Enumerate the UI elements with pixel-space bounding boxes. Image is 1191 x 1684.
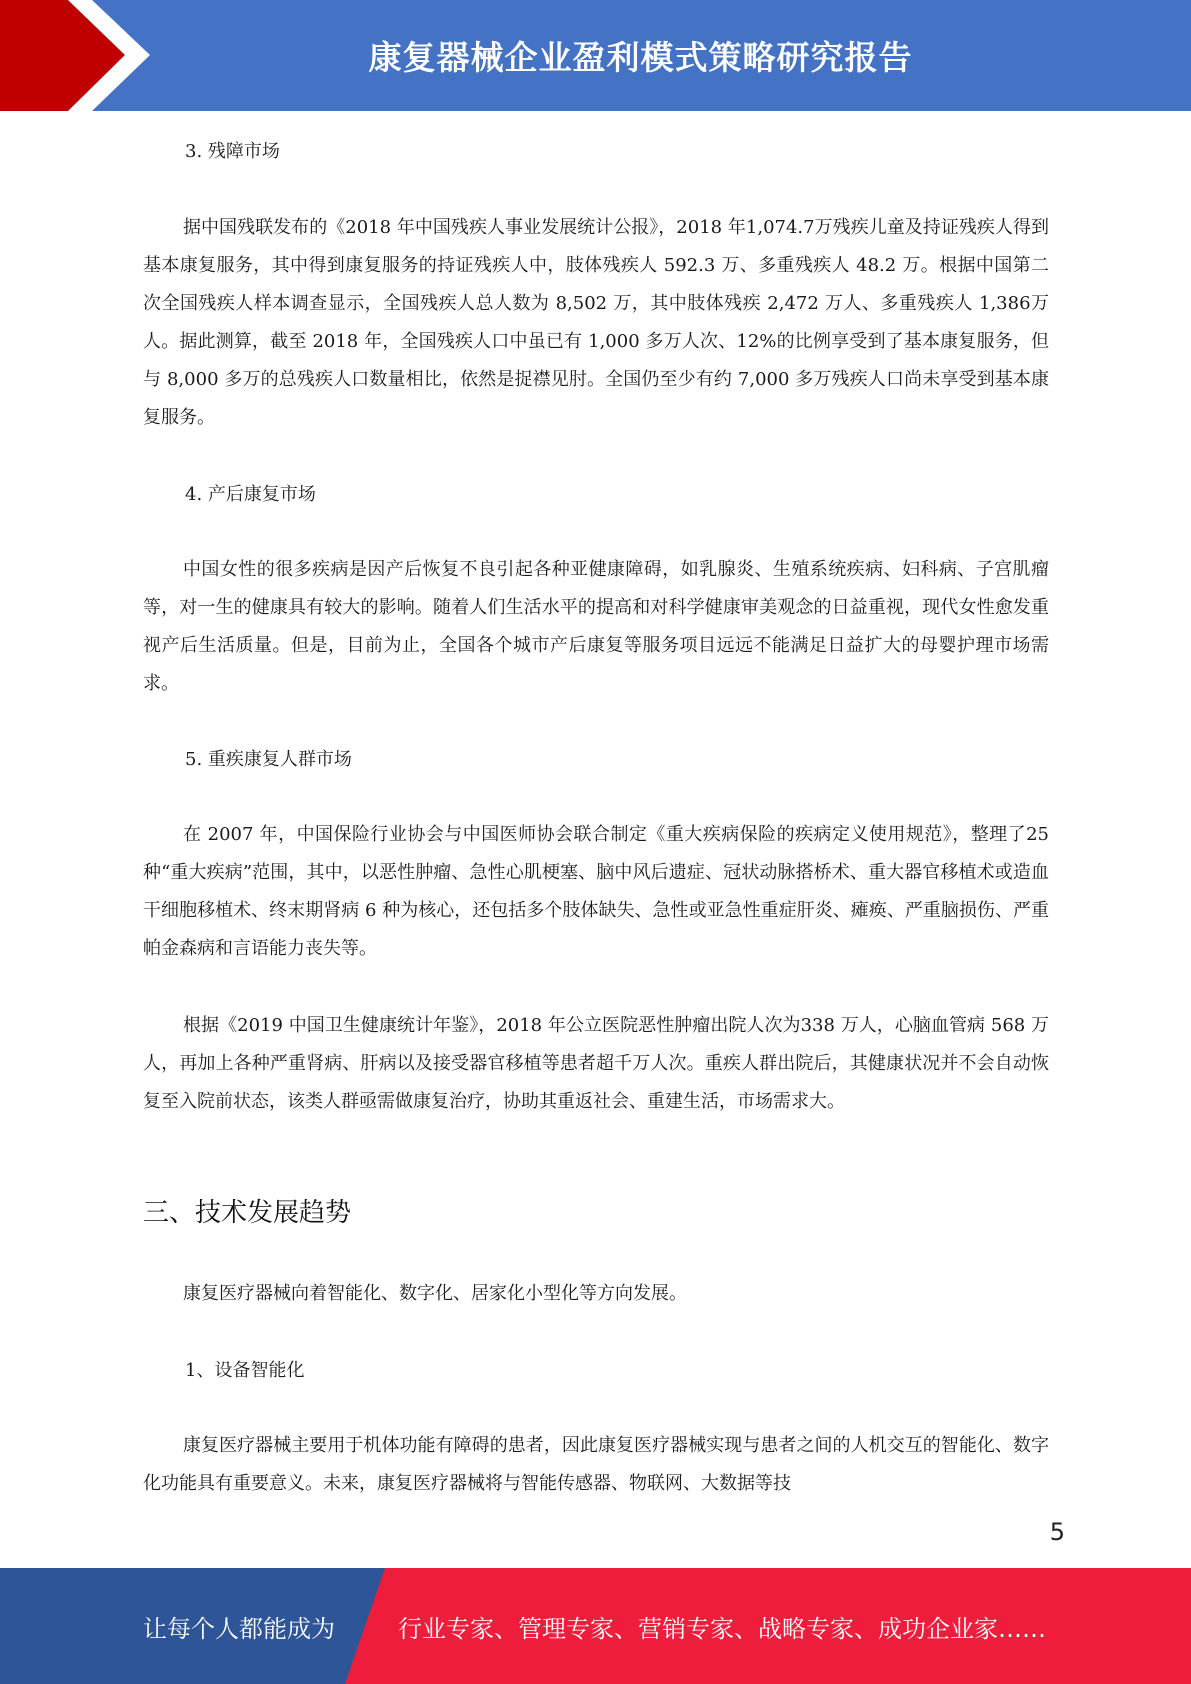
report-title: 康复器械企业盈利模式策略研究报告 [368,38,913,77]
report-footer-banner [0,1568,1191,1684]
section-heading-postpartum-market: 4. 产后康复市场 [185,484,316,505]
page-number: 5 [1049,1518,1065,1546]
section-heading-disability-market: 3. 残障市场 [185,141,280,162]
paragraph-postpartum-market: 中国女性的很多疾病是因产后恢复不良引起各种亚健康障碍，如乳腺炎、生殖系统疾病、妇科病、子宫肌瘤等，对一生的健康具有较大的影响。随着人们生活水平的提高和对科学健康审美观念的日益重视，现代女性愈发重视产后生活质量。但是，目前为止，全国各个城市产后康复等服务项目远远不能满足日益扩大的母婴护理市场需求。 [143,559,1049,694]
section-heading-device-intelligence: 1、设备智能化 [185,1360,305,1381]
paragraph-critical-illness-statistics: 根据《2019 中国卫生健康统计年鉴》，2018 年公立医院恶性肿瘤出院人次为338 万人，心脑血管病 568 万人，再加上各种严重肾病、肝病以及接受器官移植等患者超千万人次。重疾人群出院后，其健康状况并不会自动恢复至入院前状态，该类人群亟需做康复治疗，协助其重返社会、重建生活，市场需求大。 [143,1015,1049,1112]
footer-slogan-left: 让每个人都能成为 [143,1614,335,1643]
paragraph-disability-market: 据中国残联发布的《2018 年中国残疾人事业发展统计公报》，2018 年1,074.7万残疾儿童及持证残疾人得到基本康复服务，其中得到康复服务的持证残疾人中，肢体残疾人 592.3 万、多重残疾人 48.2 万。根据中国第二次全国残疾人样本调查显示，全国残疾人总人数为 8,502 万，其中肢体残疾 2,472 万人、多重残疾人 1,386万人。据此测算，截至 2018 年，全国残疾人口中虽已有 1,000 多万人次、12%的比例享受到了基本康复服务，但与 8,000 多万的总残疾人口数量相比，依然是捉襟见肘。全国仍至少有约 7,000 多万残疾人口尚未享受到基本康复服务。 [143,217,1049,428]
paragraph-tech-trends-intro: 康复医疗器械向着智能化、数字化、居家化小型化等方向发展。 [183,1283,687,1304]
footer-slogan-right: 行业专家、管理专家、营销专家、战略专家、成功企业家…… [398,1614,1046,1643]
paragraph-critical-illness-definition: 在 2007 年，中国保险行业协会与中国医师协会联合制定《重大疾病保险的疾病定义使用规范》，整理了25种“重大疾病”范围，其中，以恶性肿瘤、急性心肌梗塞、脑中风后遗症、冠状动脉搭桥术、重大器官移植术或造血干细胞移植术、终末期肾病 6 种为核心，还包括多个肢体缺失、急性或亚急性重症肝炎、瘫痪、严重脑损伤、严重帕金森病和言语能力丧失等。 [143,824,1049,959]
paragraph-device-intelligence: 康复医疗器械主要用于机体功能有障碍的患者，因此康复医疗器械实现与患者之间的人机交互的智能化、数字化功能具有重要意义。未来，康复医疗器械将与智能传感器、物联网、大数据等技 [143,1435,1049,1494]
report-header-banner [0,0,1191,111]
section-heading-critical-illness-market: 5. 重疾康复人群市场 [185,749,352,770]
chapter-heading-tech-trends: 三、技术发展趋势 [143,1198,352,1228]
